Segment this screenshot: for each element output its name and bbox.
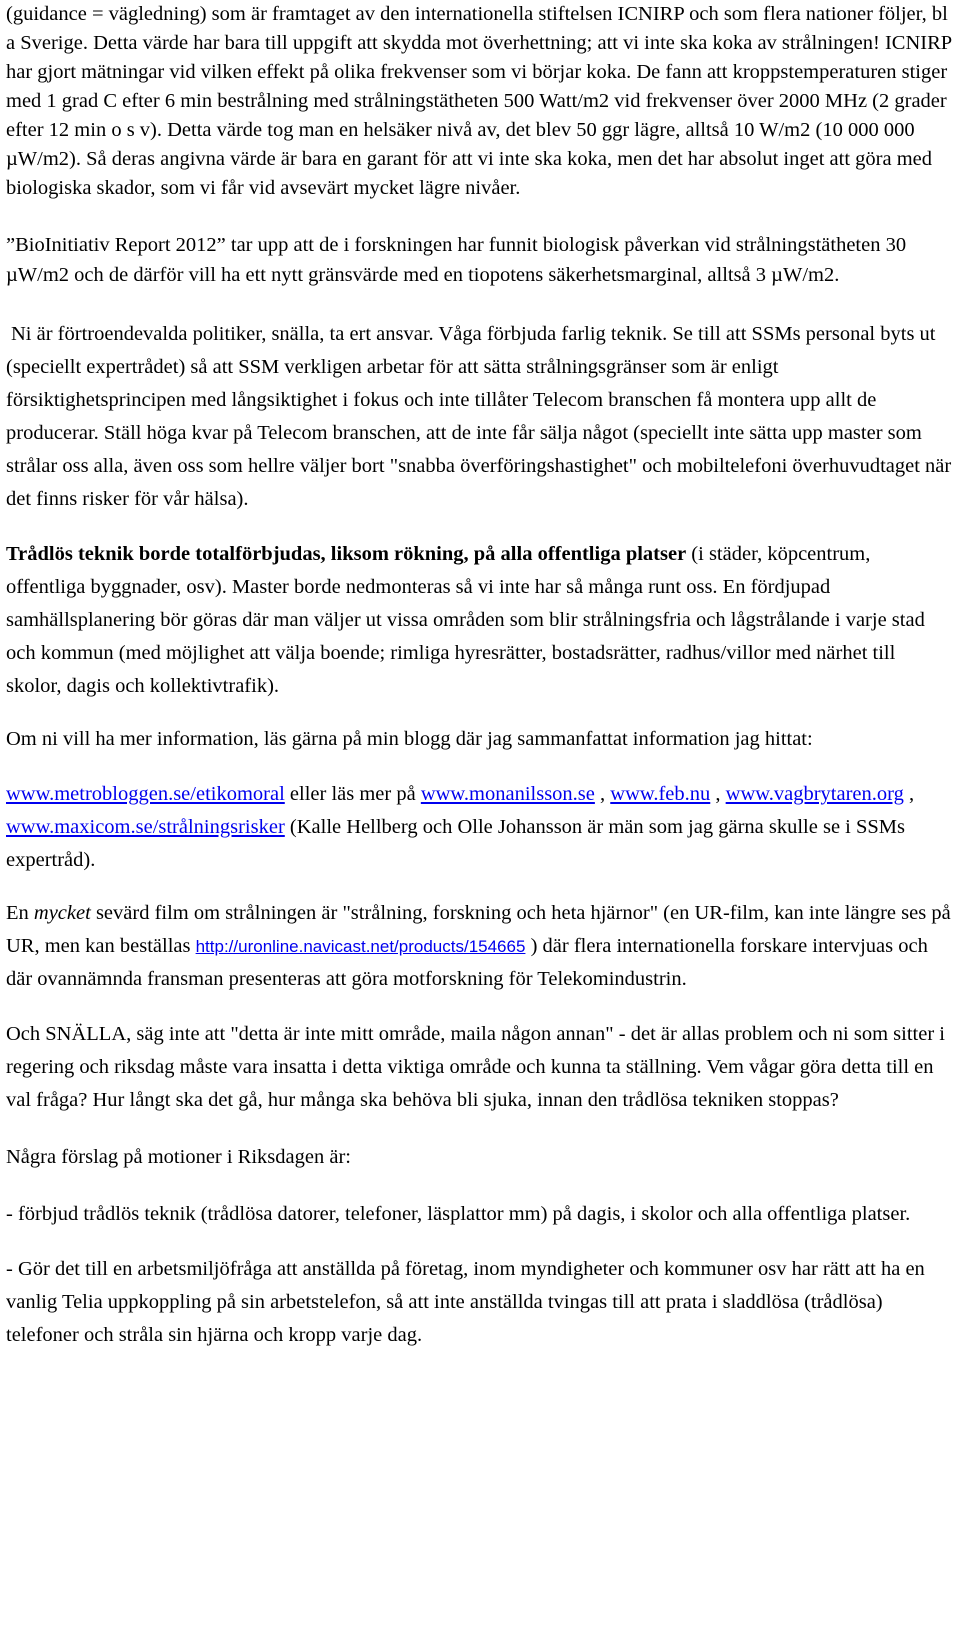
film-text: En (6, 902, 34, 924)
paragraph-proposals-heading: Några förslag på motioner i Riksdagen är: (6, 1146, 351, 1168)
link-maxicom[interactable]: www.maxicom.se/strålningsrisker (6, 816, 285, 838)
paragraph-wireless-ban-rest: (i städer, köpcentrum, offentliga byggnader, osv). Master borde nedmonteras så vi inte har så många runt oss. En fördjupad samhällsplanering bör göras där man väljer ut vissa områden som blir strålningsfria och lågstrålande i varje stad och kommun (med möjlighet att välja boende; rimliga hyresrätter, bostadsrätter, radhus/villor med närhet till skolor, dagis och kollektivtrafik). (6, 543, 925, 697)
links-separator: , (903, 783, 915, 805)
links-text-end: (Kalle Hellberg och Olle Johansson är män som jag gärna skulle se i SSMs expertråd). (6, 816, 906, 871)
links-separator: , (594, 783, 611, 805)
bold-statement: Trådlös teknik borde totalförbjudas, liksom rökning, på alla offentliga platser (6, 543, 687, 565)
link-vagbrytaren[interactable]: www.vagbrytaren.org (725, 783, 904, 805)
paragraph-more-info: Om ni vill ha mer information, läs gärna på min blogg där jag sammanfattat information jag hittat: (6, 728, 813, 750)
proposal-item: - Gör det till en arbetsmiljöfråga att anställda på företag, inom myndigheter och kommuner osv har rätt att ha en vanlig Telia uppkoppling på sin arbetstelefon, så att inte anställda tvingas till att prata i sladdlösa (trådlösa) telefoner och stråla sin hjärna och kropp varje dag. (6, 1258, 925, 1346)
paragraph-bioinitiative: ”BioInitiativ Report 2012” tar upp att de i forskningen har funnit biologisk påverkan vid strålningstätheten 30 µW/m2 och de därför vill ha ett nytt gränsvärde med en tiopotens säkerhetsmarginal, alltså 3 µW/m2. (6, 234, 907, 286)
paragraph-please: Och SNÄLLA, säg inte att "detta är inte mitt område, maila någon annan" - det är allas problem och ni som sitter i regering och riksdag måste vara insatta i detta viktiga område och kunna ta ställning. Vem vågar göra detta till en val fråga? Hur långt ska det gå, hur många ska behöva bli sjuka, innan den trådlösa tekniken stoppas? (6, 1023, 945, 1111)
links-separator: , (710, 783, 726, 805)
paragraph-icnirp: (guidance = vägledning) som är framtaget av den internationella stiftelsen ICNIRP och som flera nationer följer, bl a Sverige. Detta värde har bara till uppgift att skydda mot överhettning; att vi inte ska koka av strålningen! ICNIRP har gjort mätningar vid vilken effekt på olika frekvenser som vi börjar koka. De fann att kroppstemperaturen stiger med 1 grad C efter 6 min bestrålning med strålningstätheten 500 Watt/m2 vid frekvenser över 2000 MHz (2 grader efter 12 min o s v). Detta värde tog man en helsäker nivå av, det blev 50 ggr lägre, alltså 10 W/m2 (10 000 000 µW/m2). Så deras angivna värde är bara en garant för att vi inte ska koka, men det har absolut inget att göra med biologiska skador, som vi får vid avsevärt mycket lägre nivåer. (6, 3, 952, 199)
links-text: eller läs mer på (284, 783, 421, 805)
link-metrobloggen[interactable]: www.metrobloggen.se/etikomoral (6, 783, 285, 805)
link-monanilsson[interactable]: www.monanilsson.se (420, 783, 595, 805)
link-uronline[interactable]: http://uronline.navicast.net/products/154665 (195, 937, 526, 956)
paragraph-film (6, 897, 954, 996)
paragraph-wireless-ban (6, 538, 954, 703)
link-feb[interactable]: www.feb.nu (610, 783, 711, 805)
film-text: sevärd film om strålningen är "strålning, forskning och heta hjärnor" (en UR-film, kan inte längre ses på UR, men kan beställas (6, 902, 951, 957)
italic-emphasis: mycket (33, 902, 91, 924)
paragraph-politicians: Ni är förtroendevalda politiker, snälla, ta ert ansvar. Våga förbjuda farlig teknik. Se till att SSMs personal byts ut (speciellt expertrådet) så att SSM verkligen arbetar för att sätta strålningsgränser som är enligt försiktighetsprincipen med långsiktighet i fokus och inte tillåter Telecom branschen få montera upp allt de producerar. Ställ höga kvar på Telecom branschen, att de inte får sälja något (speciellt inte sätta upp master som strålar oss alla, även oss som hellre väljer bort "snabba överföringshastighet" och mobiltelefoni överhuvudtaget när det finns risker för vår hälsa). (6, 323, 952, 510)
paragraph-links (6, 778, 954, 877)
proposal-item: - förbjud trådlös teknik (trådlösa datorer, telefoner, läsplattor mm) på dagis, i skolor och alla offentliga platser. (6, 1203, 911, 1225)
film-text-end: ) där flera internationella forskare intervjuas och där ovannämnda fransman presenteras att göra motforskning för Telekomindustrin. (6, 935, 928, 990)
